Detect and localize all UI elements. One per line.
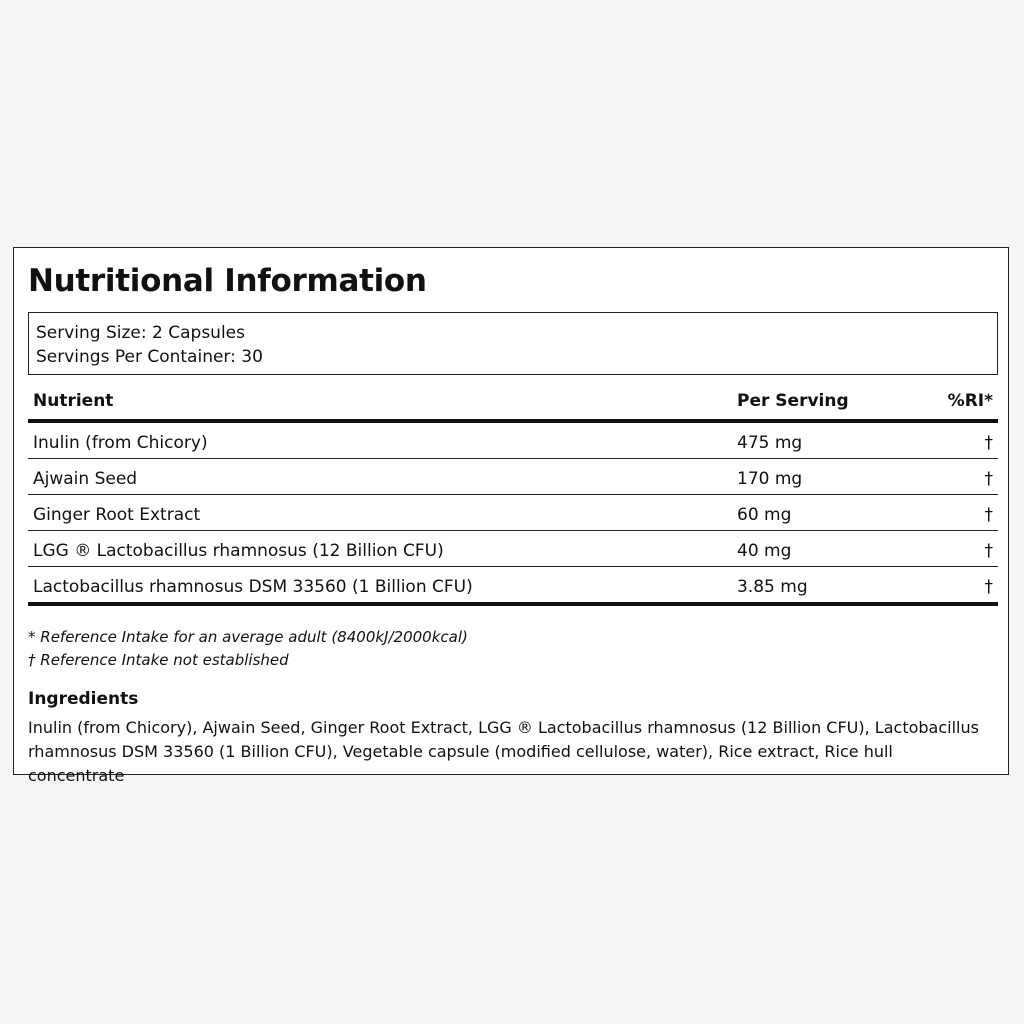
nutrient-amount: 40 mg xyxy=(737,541,792,561)
ingredients-text: Inulin (from Chicory), Ajwain Seed, Ginger Root Extract, LGG ® Lactobacillus rhamnosus (12 Billion CFU), Lactobacillus rhamnosus DSM 33560 (1 Billion CFU), Vegetable capsule (modified cellulose, water), Rice extract, Rice hull concentrate xyxy=(28,718,979,785)
nutrient-amount: 170 mg xyxy=(737,469,803,489)
table-row xyxy=(28,495,998,531)
page-title: Nutritional Information xyxy=(28,263,427,299)
nutrient-table xyxy=(28,384,998,606)
nutrient-ri: † xyxy=(984,469,993,489)
header-nutrient: Nutrient xyxy=(33,391,114,411)
nutrient-name: Inulin (from Chicory) xyxy=(33,433,208,453)
table-row xyxy=(28,459,998,495)
nutrient-name: LGG ® Lactobacillus rhamnosus (12 Billion CFU) xyxy=(33,541,444,561)
table-row xyxy=(28,531,998,567)
table-row xyxy=(28,567,998,606)
serving-size: Serving Size: 2 Capsules xyxy=(36,323,245,343)
nutrient-ri: † xyxy=(984,541,993,561)
footnote-not-established: † Reference Intake not established xyxy=(28,651,289,669)
ingredients-heading: Ingredients xyxy=(28,689,139,709)
nutrient-name: Ajwain Seed xyxy=(33,469,138,489)
table-row xyxy=(28,423,998,459)
nutrient-amount: 3.85 mg xyxy=(737,577,808,597)
table-header xyxy=(28,384,998,423)
nutrient-ri: † xyxy=(984,505,993,525)
footnotes xyxy=(28,626,468,672)
footnote-reference-intake: * Reference Intake for an average adult (8400kJ/2000kcal) xyxy=(28,628,468,646)
nutrient-amount: 60 mg xyxy=(737,505,792,525)
nutrient-name: Ginger Root Extract xyxy=(33,505,201,525)
table-body xyxy=(28,423,998,606)
servings-per-container: Servings Per Container: 30 xyxy=(36,347,263,367)
nutrient-amount: 475 mg xyxy=(737,433,803,453)
nutrient-ri: † xyxy=(984,433,993,453)
nutrition-panel xyxy=(13,247,1009,785)
nutrient-ri: † xyxy=(984,577,993,597)
header-per-serving: Per Serving xyxy=(737,391,849,411)
header-ri: %RI* xyxy=(947,391,993,411)
serving-info-box xyxy=(28,312,998,375)
nutrient-name: Lactobacillus rhamnosus DSM 33560 (1 Billion CFU) xyxy=(33,577,473,597)
